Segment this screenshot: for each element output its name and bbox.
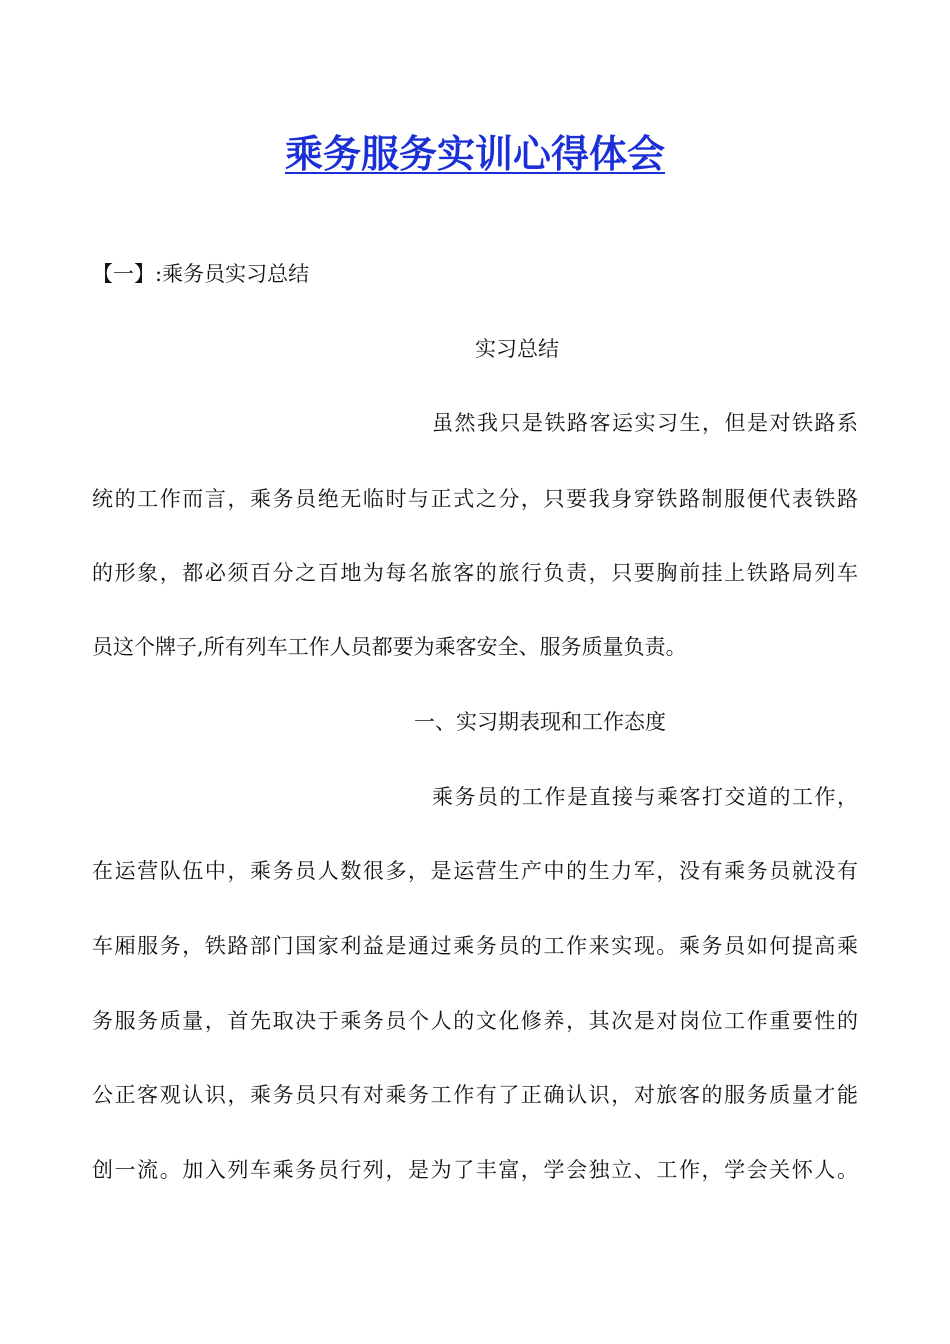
paragraph2-line5: 公正客观认识，乘务员只有对乘务工作有了正确认识，对旅客的服务质量才能 [92, 1083, 858, 1107]
paragraph1-line2: 统的工作而言，乘务员绝无临时与正式之分，只要我身穿铁路制服便代表铁路 [92, 487, 858, 511]
subtitle: 实习总结 [475, 337, 559, 361]
section-label: 【一】:乘务员实习总结 [92, 262, 310, 286]
paragraph2-line2: 在运营队伍中，乘务员人数很多，是运营生产中的生力军，没有乘务员就没有 [92, 859, 858, 883]
document-title-text: 乘务服务实训心得体会 [284, 132, 665, 176]
paragraph1-line4: 员这个牌子,所有列车工作人员都要为乘客安全、服务质量负责。 [92, 635, 687, 659]
paragraph2-line4: 务服务质量，首先取决于乘务员个人的文化修养，其次是对岗位工作重要性的 [92, 1009, 858, 1033]
document-title [0, 126, 950, 182]
section-heading: 一、实习期表现和工作态度 [414, 710, 666, 734]
paragraph1-line1: 虽然我只是铁路客运实习生，但是对铁路系 [432, 411, 858, 435]
paragraph2-line6: 创一流。加入列车乘务员行列，是为了丰富，学会独立、工作，学会关怀人。 [92, 1158, 858, 1182]
paragraph2-line3: 车厢服务，铁路部门国家利益是通过乘务员的工作来实现。乘务员如何提高乘 [92, 934, 858, 958]
paragraph1-line3: 的形象，都必须百分之百地为每名旅客的旅行负责，只要胸前挂上铁路局列车 [92, 561, 858, 585]
paragraph2-line1: 乘务员的工作是直接与乘客打交道的工作， [432, 785, 858, 809]
